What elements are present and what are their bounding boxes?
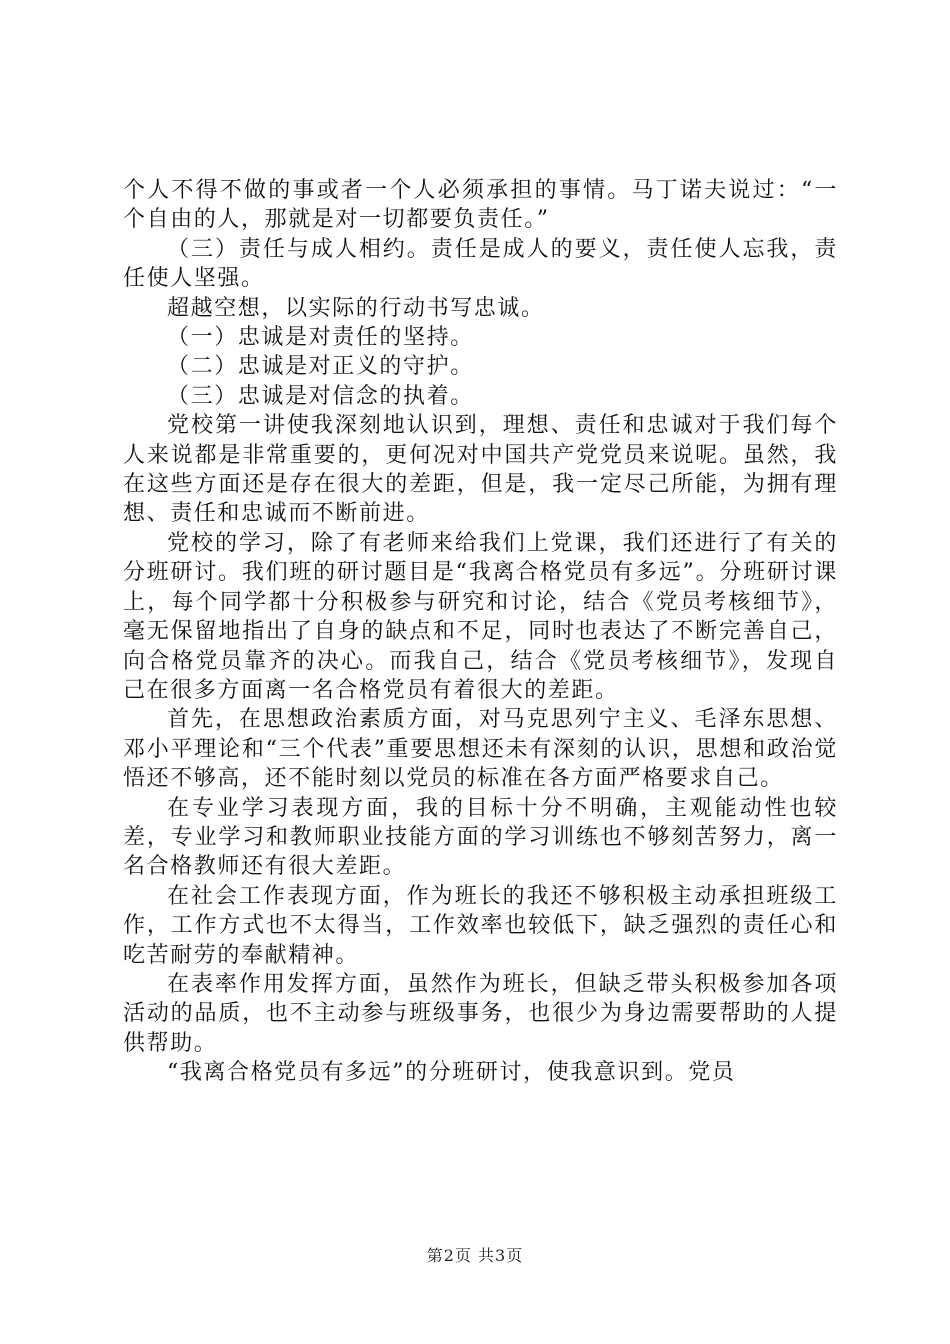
page-footer: 第2页 共3页 bbox=[426, 1246, 524, 1265]
paragraph-1: 个人不得不做的事或者一个人必须承担的事情。马丁诺夫说过：“一个自由的人，那就是对一切都要负责任。” bbox=[123, 178, 838, 233]
paragraph-13: “我离合格党员有多远”的分班研讨，使我意识到。党员 bbox=[167, 1060, 736, 1086]
paragraph-4: （一）忠诚是对责任的坚持。 bbox=[167, 325, 474, 351]
paragraph-2: （三）责任与成人相约。责任是成人的要义，责任使人忘我，责任使人坚强。 bbox=[123, 236, 838, 292]
paragraph-9: 首先，在思想政治素质方面，对马克思列宁主义、毛泽东思想、邓小平理论和“三个代表”重要思想还未有深刻的认识，思想和政治觉悟还不够高，还不能时刻以党员的标准在各方面严格要求自己。 bbox=[123, 707, 838, 792]
document-body bbox=[123, 176, 838, 1088]
paragraph-6: （三）忠诚是对信念的执着。 bbox=[167, 383, 474, 409]
paragraph-11: 在社会工作表现方面，作为班长的我还不够积极主动承担班级工作，工作方式也不太得当，工作效率也较低下，缺乏强烈的责任心和吃苦耐劳的奉献精神。 bbox=[123, 883, 838, 968]
paragraph-10: 在专业学习表现方面，我的目标十分不明确，主观能动性也较差，专业学习和教师职业技能方面的学习训练也不够刻苦努力，离一名合格教师还有很大差距。 bbox=[123, 795, 838, 880]
paragraph-8: 党校的学习，除了有老师来给我们上党课，我们还进行了有关的分班研讨。我们班的研讨题目是“我离合格党员有多远”。分班研讨课上，每个同学都十分积极参与研究和讨论，结合《党员考核细节》，毫无保留地指出了自身的缺点和不足，同时也表达了不断完善自己，向合格党员靠齐的决心。而我自己，结合《党员考核细节》，发现自己在很多方面离一名合格党员有着很大的差距。 bbox=[123, 530, 838, 703]
paragraph-12: 在表率作用发挥方面，虽然作为班长，但缺乏带头积极参加各项活动的品质，也不主动参与班级事务，也很少为身边需要帮助的人提供帮助。 bbox=[123, 971, 838, 1056]
paragraph-5: （二）忠诚是对正义的守护。 bbox=[167, 354, 474, 380]
paragraph-3: 超越空想，以实际的行动书写忠诚。 bbox=[167, 295, 545, 321]
paragraph-7: 党校第一讲使我深刻地认识到，理想、责任和忠诚对于我们每个人来说都是非常重要的，更何况对中国共产党党员来说呢。虽然，我在这些方面还是存在很大的差距，但是，我一定尽己所能，为拥有理想、责任和忠诚而不断前进。 bbox=[123, 413, 838, 527]
